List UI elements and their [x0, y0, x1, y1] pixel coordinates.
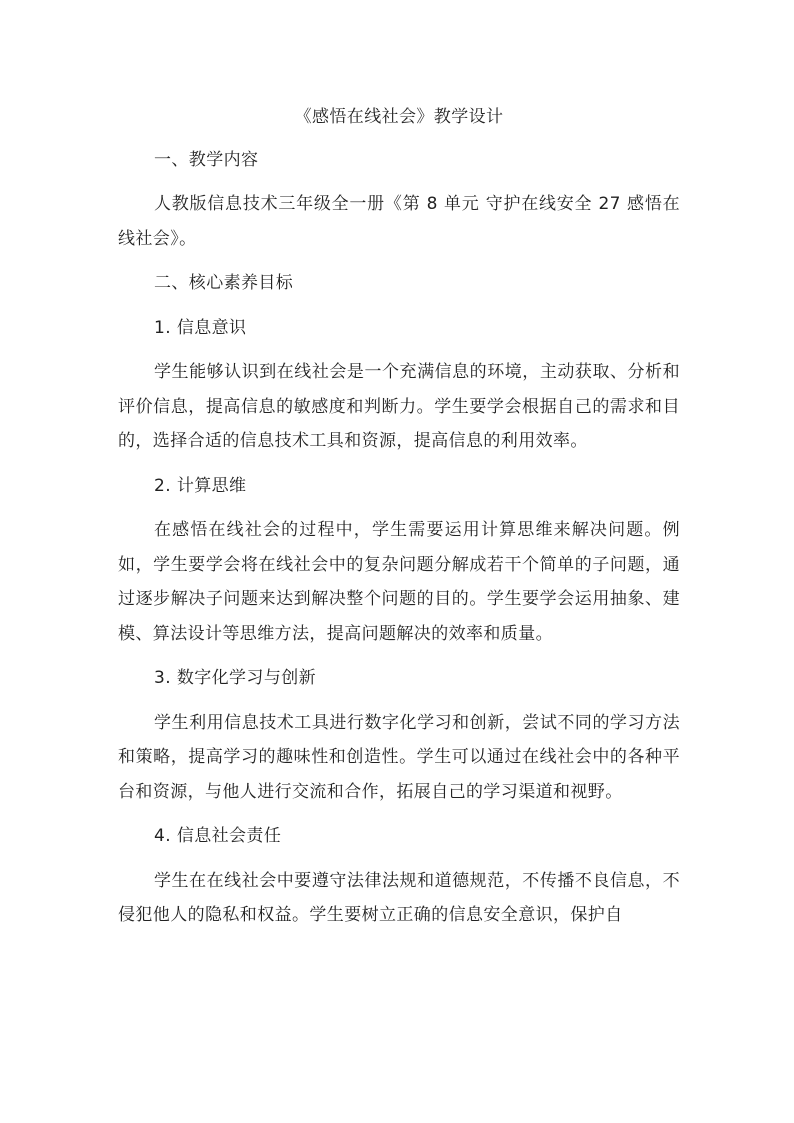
subheading-information-awareness: 1. 信息意识	[154, 317, 247, 338]
teaching-content-text: 人教版信息技术三年级全一册《第 8 单元 守护在线安全 27 感悟在线社会》。	[118, 194, 680, 249]
information-awareness-text: 学生能够认识到在线社会是一个充满信息的环境，主动获取、分析和评价信息，提高信息的敏感度和判断力。学生要学会根据自己的需求和目的，选择合适的信息技术工具和资源，提高信息的利用效率。	[118, 362, 680, 451]
subheading-computational-thinking: 2. 计算思维	[154, 475, 247, 496]
digital-learning-innovation-text: 学生利用信息技术工具进行数字化学习和创新，尝试不同的学习方法和策略，提高学习的趣味性和创造性。学生可以通过在线社会中的各种平台和资源，与他人进行交流和合作，拓展自己的学习渠道和视野。	[118, 712, 680, 802]
computational-thinking-text: 在感悟在线社会的过程中，学生需要运用计算思维来解决问题。例如，学生要学会将在线社会中的复杂问题分解成若干个简单的子问题，通过逐步解决子问题来达到解决整个问题的目的。学生要学会运用抽象、建模、算法设计等思维方法，提高问题解决的效率和质量。	[118, 520, 680, 644]
section-heading-core-literacy-goals: 二、核心素养目标	[154, 273, 294, 293]
subheading-information-social-responsibility: 4. 信息社会责任	[154, 826, 282, 846]
document-body	[118, 100, 680, 937]
document-title: 《感悟在线社会》教学设计	[294, 107, 504, 127]
information-social-responsibility-text: 学生在在线社会中要遵守法律法规和道德规范，不传播不良信息，不侵犯他人的隐私和权益。学生要树立正确的信息安全意识，保护自	[118, 870, 680, 925]
section-heading-teaching-content: 一、教学内容	[154, 149, 259, 170]
subheading-digital-learning-innovation: 3. 数字化学习与创新	[154, 668, 317, 688]
